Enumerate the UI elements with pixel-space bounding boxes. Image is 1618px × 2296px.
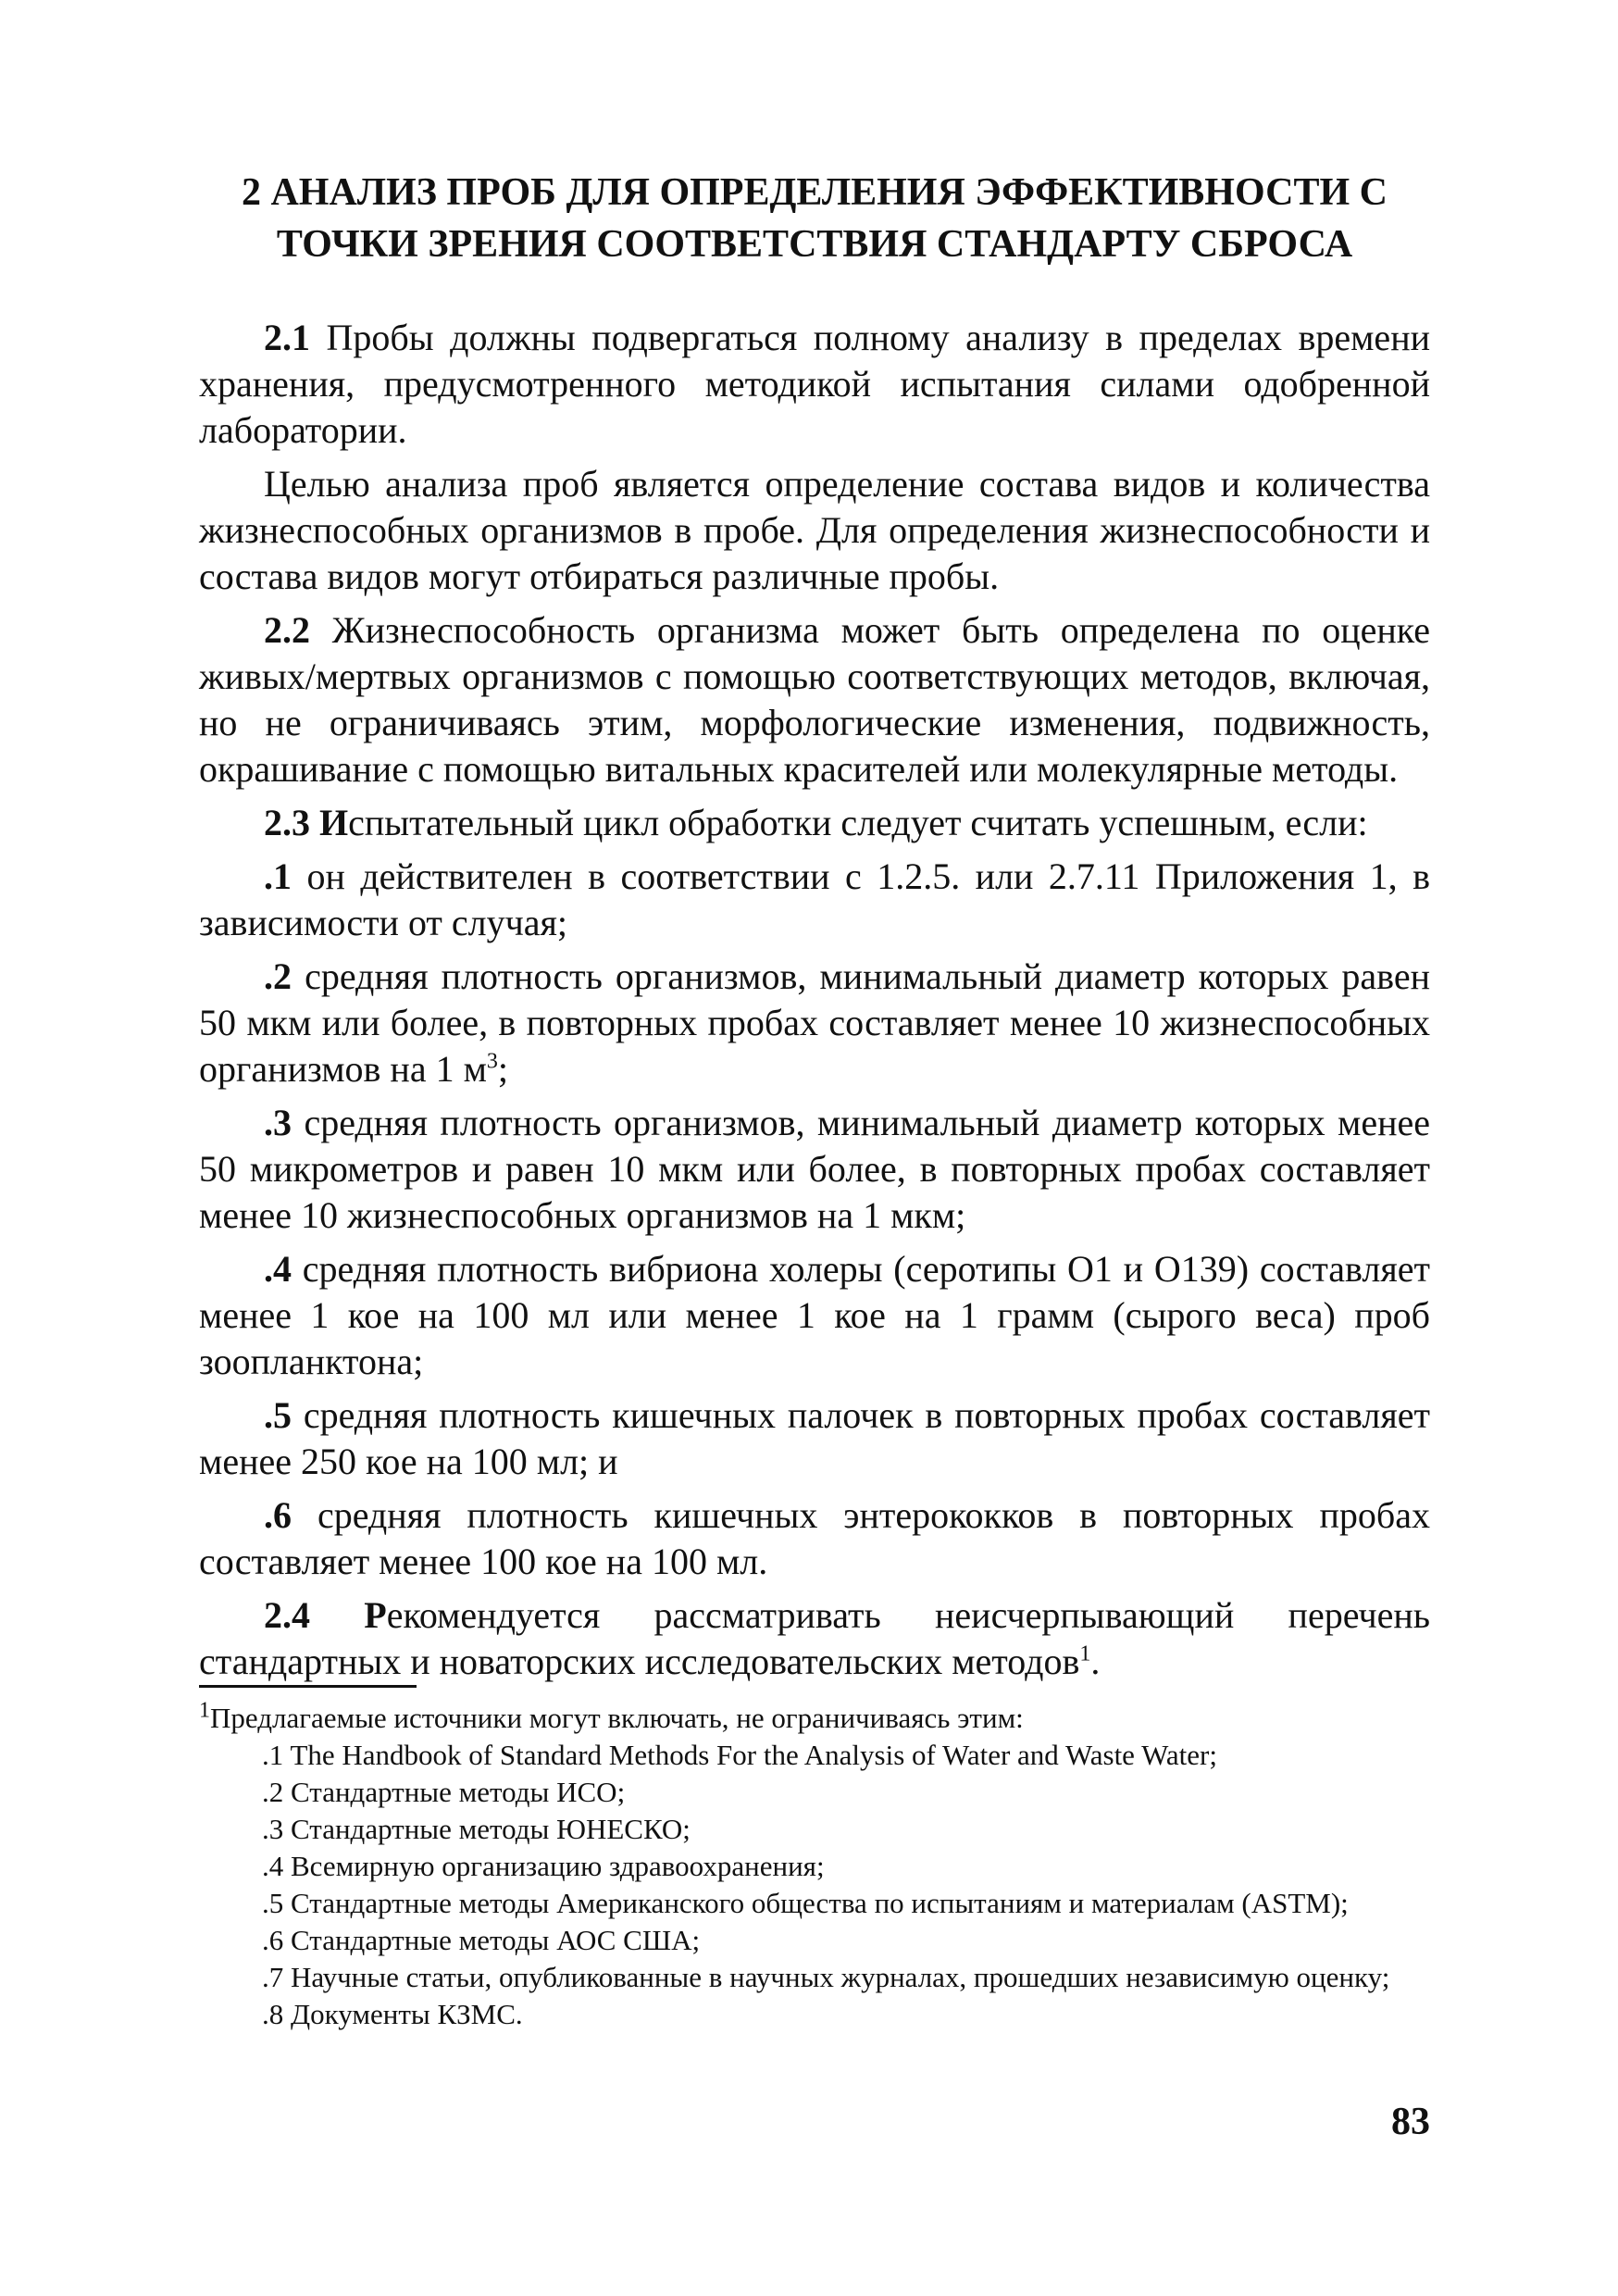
list-item-6 xyxy=(199,1492,1430,1585)
paragraph-tail: . xyxy=(1090,1641,1101,1682)
paragraph-number: 2.3 И xyxy=(264,802,349,843)
footnote-item-3: .3 Стандартные методы ЮНЕСКО; xyxy=(262,1813,691,1845)
paragraph-2-1-continued xyxy=(199,461,1430,600)
list-item-3 xyxy=(199,1100,1430,1239)
footnote-item-5: .5 Стандартные методы Американского общества по испытаниям и материалам (ASTM); xyxy=(262,1887,1349,1919)
list-item-text: средняя плотность кишечных палочек в повторных пробах составляет менее 250 кое на 100 мл; и xyxy=(199,1394,1430,1482)
footnote-divider xyxy=(199,1685,417,1688)
footnote-marker: 1 xyxy=(199,1698,210,1723)
list-item-1 xyxy=(199,854,1430,946)
footnote xyxy=(199,1700,1430,2033)
list-item-number: .3 xyxy=(264,1102,292,1143)
list-item-text: средняя плотность вибриона холеры (серотипы О1 и О139) составляет менее 1 кое на 100 мл или менее 1 кое на 1 грамм (сырого веса) проб зоопланктона; xyxy=(199,1248,1430,1382)
list-item-text: он действителен в соответствии с 1.2.5. или 2.7.11 Приложения 1, в зависимости от случая; xyxy=(199,855,1430,943)
footnote-reference: 1 xyxy=(1079,1641,1091,1666)
list-item-text: средняя плотность кишечных энтерококков в повторных пробах составляет менее 100 кое на 100 мл. xyxy=(199,1494,1430,1582)
body-text xyxy=(199,315,1430,1692)
list-item-text: средняя плотность организмов, минимальный диаметр которых менее 50 микрометров и равен 10 мкм или более, в повторных пробах составляет менее 10 жизнеспособных организмов на 1 мкм; xyxy=(199,1102,1430,1236)
paragraph-2-1 xyxy=(199,315,1430,454)
list-item-number: .5 xyxy=(264,1394,292,1436)
footnote-intro xyxy=(199,1700,1430,1737)
footnote-item-2: .2 Стандартные методы ИСО; xyxy=(262,1776,626,1808)
section-heading xyxy=(199,167,1430,270)
list-item-number: .6 xyxy=(264,1494,292,1536)
list-item-number: .2 xyxy=(264,955,292,997)
paragraph-2-4 xyxy=(199,1592,1430,1685)
list-item-5 xyxy=(199,1392,1430,1485)
paragraph-text: Целью анализа проб является определение состава видов и количества жизнеспособных организмов в пробе. Для определения жизнеспособности и состава видов могут отбираться различные пробы. xyxy=(199,463,1430,597)
paragraph-number: 2.1 xyxy=(264,317,310,358)
paragraph-text: спытательный цикл обработки следует считать успешным, если: xyxy=(348,802,1368,843)
heading-line-2: ТОЧКИ ЗРЕНИЯ СООТВЕТСТВИЯ СТАНДАРТУ СБРОСА xyxy=(276,223,1353,266)
footnote-item-6: .6 Стандартные методы АОС США; xyxy=(262,1924,701,1956)
list-item-tail: ; xyxy=(497,1048,509,1090)
paragraph-text: екомендуется рассматривать неисчерпывающий перечень стандартных и новаторских исследовательских методов xyxy=(199,1594,1430,1682)
page-number: 83 xyxy=(1391,2101,1430,2143)
paragraph-2-2 xyxy=(199,607,1430,792)
list-item-2 xyxy=(199,954,1430,1092)
heading-line-1: 2 АНАЛИЗ ПРОБ ДЛЯ ОПРЕДЕЛЕНИЯ ЭФФЕКТИВНОСТИ С xyxy=(241,171,1388,214)
paragraph-number: 2.2 xyxy=(264,609,310,651)
footnote-item-7: .7 Научные статьи, опубликованные в научных журналах, прошедших независимую оценку; xyxy=(262,1961,1390,1993)
footnote-item-1: .1 The Handbook of Standard Methods For the Analysis of Water and Waste Water; xyxy=(262,1739,1217,1771)
paragraph-number: 2.4 Р xyxy=(264,1594,387,1636)
footnote-intro-text: Предлагаемые источники могут включать, не ограничиваясь этим: xyxy=(210,1702,1024,1734)
superscript: 3 xyxy=(486,1049,498,1074)
paragraph-2-3 xyxy=(199,800,1430,846)
list-item-text: средняя плотность организмов, минимальный диаметр которых равен 50 мкм или более, в повторных пробах составляет менее 10 жизнеспособных организмов на 1 м xyxy=(199,955,1430,1090)
footnote-item-4: .4 Всемирную организацию здравоохранения; xyxy=(262,1850,825,1882)
paragraph-text: Пробы должны подвергаться полному анализу в пределах времени хранения, предусмотренного методикой испытания силами одобренной лаборатории. xyxy=(199,317,1430,451)
list-item-number: .4 xyxy=(264,1248,292,1290)
list-item-4 xyxy=(199,1246,1430,1385)
paragraph-text: Жизнеспособность организма может быть определена по оценке живых/мертвых организмов с помощью соответствующих методов, включая, но не ограничиваясь этим, морфологические изменения, подвижность, окрашивание с помощью витальных красителей или молекулярные методы. xyxy=(199,609,1430,790)
list-item-number: .1 xyxy=(264,855,292,897)
footnote-item-8: .8 Документы КЗМС. xyxy=(262,1998,523,2030)
